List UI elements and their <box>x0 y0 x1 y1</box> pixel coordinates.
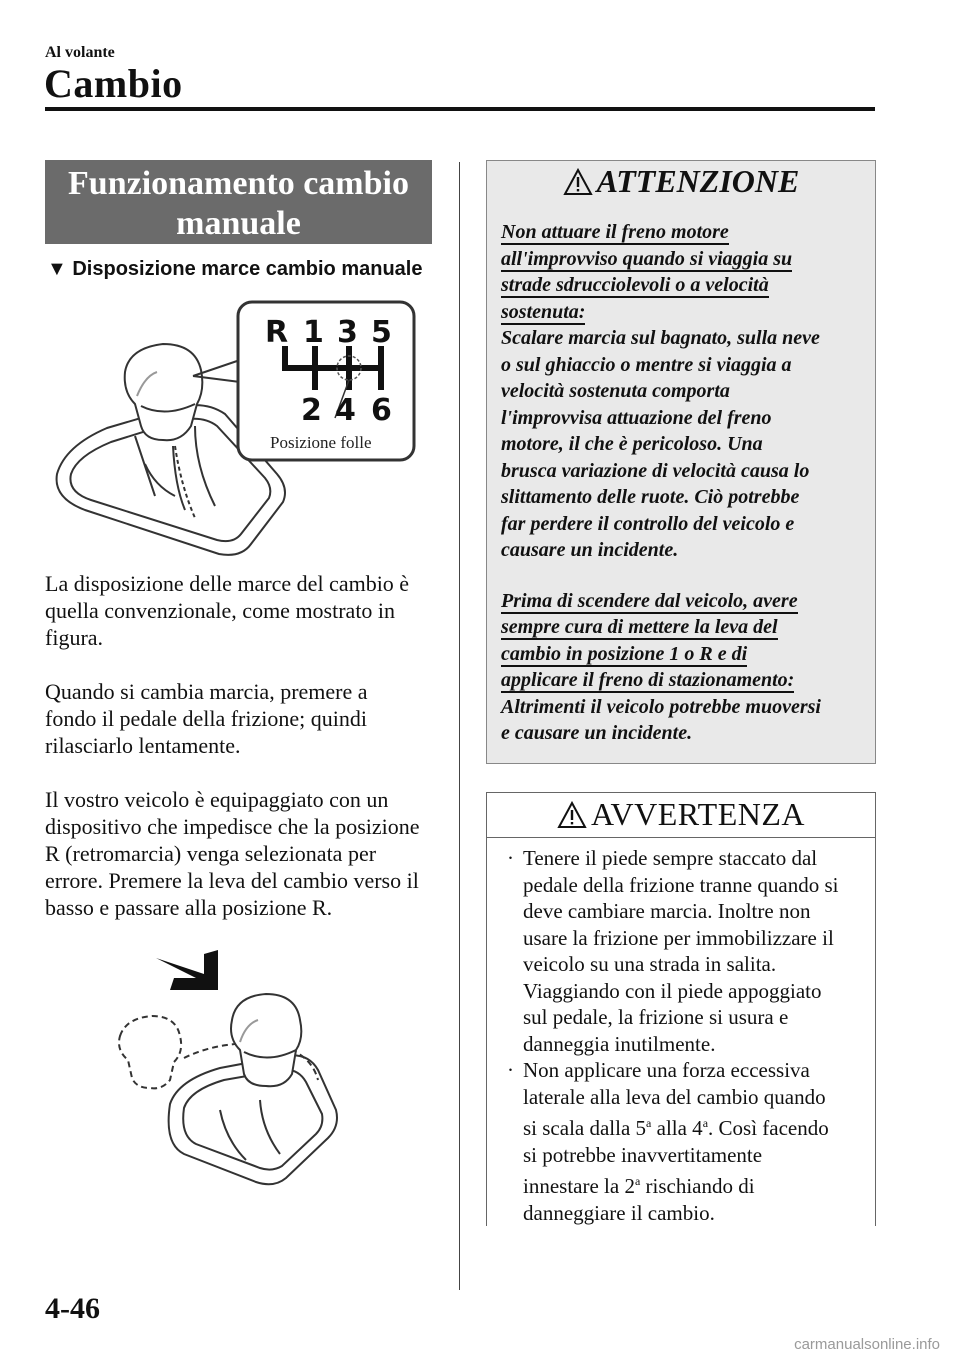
section-title-box <box>45 160 432 244</box>
section-title-line2: manuale <box>176 205 301 242</box>
caution-text: velocità sostenuta comporta <box>501 380 730 402</box>
caution-underlined-text: sostenuta: <box>501 300 586 323</box>
caution-text: l'improvvisa attuazione del freno <box>501 406 772 429</box>
neutral-position-label: Posizione folle <box>270 433 372 452</box>
text-line: laterale alla leva del cambio quando <box>523 1084 826 1109</box>
caution-text: brusca variazione di velocità causa lo <box>501 459 810 482</box>
text-line: Non applicare una forza eccessiva <box>523 1058 810 1082</box>
caution-text: causare un incidente. <box>501 539 679 561</box>
gear-label-1: 1 <box>303 315 324 350</box>
gear-label-2: 2 <box>301 393 322 428</box>
bullet-dot-icon: · <box>507 846 514 870</box>
gear-label-3: 3 <box>337 315 358 350</box>
text-line: dispositivo che impedisce che la posizione <box>45 814 420 839</box>
text-line: si potrebbe inavvertitamente <box>523 1142 763 1167</box>
text-line: sul pedale, la frizione si usura e <box>523 1005 789 1029</box>
page-number: 4-46 <box>45 1292 100 1325</box>
column-divider <box>459 162 460 1290</box>
text-line: basso e passare alla posizione R. <box>45 895 333 920</box>
text-line: R (retromarcia) venga selezionata per <box>45 841 377 866</box>
chapter-title: Cambio <box>44 61 183 106</box>
shift-pattern-figure <box>45 296 440 566</box>
text-line: errore. Premere la leva del cambio verso il <box>45 868 419 893</box>
caution-text: slittamento delle ruote. Ciò potrebbe <box>501 486 800 508</box>
caution-text: Altrimenti il veicolo potrebbe muoversi <box>501 695 821 718</box>
caution-underlined-text: cambio in posizione 1 o R e di <box>501 642 748 665</box>
caution-underlined-text: all'improvviso quando si viaggia su <box>501 247 793 270</box>
caution-underlined-text: applicare il freno di stazionamento: <box>501 669 795 691</box>
caution-header <box>487 161 875 201</box>
warning-item <box>507 845 869 1057</box>
paragraph-3 <box>45 786 440 921</box>
section-title-line1: Funzionamento cambio <box>68 165 409 202</box>
gear-label-4: 4 <box>335 393 356 428</box>
warning-item <box>507 1057 869 1226</box>
text-line: si scala dalla 5$^a$ alla 4$^a$. Così facendo <box>523 1116 829 1140</box>
bullet-dot-icon: · <box>507 1058 514 1082</box>
text-line: danneggia inutilmente. <box>523 1031 716 1056</box>
text-line: rilasciarlo lentamente. <box>45 733 241 758</box>
caution-body <box>501 219 871 747</box>
text-line: La disposizione delle marce del cambio è <box>45 571 410 596</box>
subheading-text: Disposizione marce cambio manuale <box>72 258 423 280</box>
text-line: quella convenzionale, come mostrato in <box>45 598 396 623</box>
caution-title: ATTENZIONE <box>596 163 800 199</box>
caution-underlined-text: strade sdrucciolevoli o a velocità <box>501 274 769 296</box>
text-line: veicolo su una strada in salita. <box>523 952 777 976</box>
push-down-arrow-icon <box>156 950 218 990</box>
text-line: figura. <box>45 625 104 650</box>
text-line: pedale della frizione tranne quando si <box>523 872 839 897</box>
caution-box <box>486 160 876 764</box>
text-line: Il vostro veicolo è equipaggiato con un <box>45 787 389 812</box>
warning-box <box>486 792 876 1226</box>
caution-text: far perdere il controllo del veicolo e <box>501 512 795 535</box>
watermark: carmanualsonline.info <box>794 1336 940 1353</box>
caution-text: Scalare marcia sul bagnato, sulla neve <box>501 327 820 349</box>
caution-underlined-text: Prima di scendere dal veicolo, avere <box>501 589 798 612</box>
text-line: Viaggiando con il piede appoggiato <box>523 978 822 1003</box>
warning-title: AVVERTENZA <box>590 796 806 832</box>
warning-body <box>507 845 869 1226</box>
breadcrumb: Al volante <box>45 44 115 61</box>
caution-underlined-text: sempre cura di mettere la leva del <box>501 616 778 638</box>
gear-label-5: 5 <box>371 315 392 350</box>
reverse-shift-figure <box>100 940 340 1190</box>
text-line: innestare la 2$^a$ rischiando di <box>523 1174 755 1198</box>
header-rule <box>45 107 875 111</box>
gear-label-6: 6 <box>371 393 392 428</box>
warning-triangle-icon <box>563 168 593 196</box>
paragraph-1 <box>45 570 440 651</box>
caution-text: motore, il che è pericoloso. Una <box>501 433 763 455</box>
text-line: Quando si cambia marcia, premere a <box>45 679 368 704</box>
warning-header <box>487 793 875 835</box>
caution-underlined-text: Non attuare il freno motore <box>501 221 729 243</box>
paragraph-2 <box>45 678 440 759</box>
text-line: fondo il pedale della frizione; quindi <box>45 706 367 731</box>
text-line: deve cambiare marcia. Inoltre non <box>523 899 811 923</box>
caution-text: o sul ghiaccio o mentre si viaggia a <box>501 353 792 376</box>
gear-label-r: R <box>265 315 289 350</box>
text-line: usare la frizione per immobilizzare il <box>523 925 834 950</box>
subheading <box>47 258 422 281</box>
warning-rule <box>487 837 875 838</box>
warning-triangle-icon <box>557 801 587 829</box>
triangle-down-icon: ▼ <box>47 258 67 280</box>
caution-text: e causare un incidente. <box>501 722 693 744</box>
text-line: danneggiare il cambio. <box>523 1200 715 1225</box>
text-line: Tenere il piede sempre staccato dal <box>523 846 818 870</box>
